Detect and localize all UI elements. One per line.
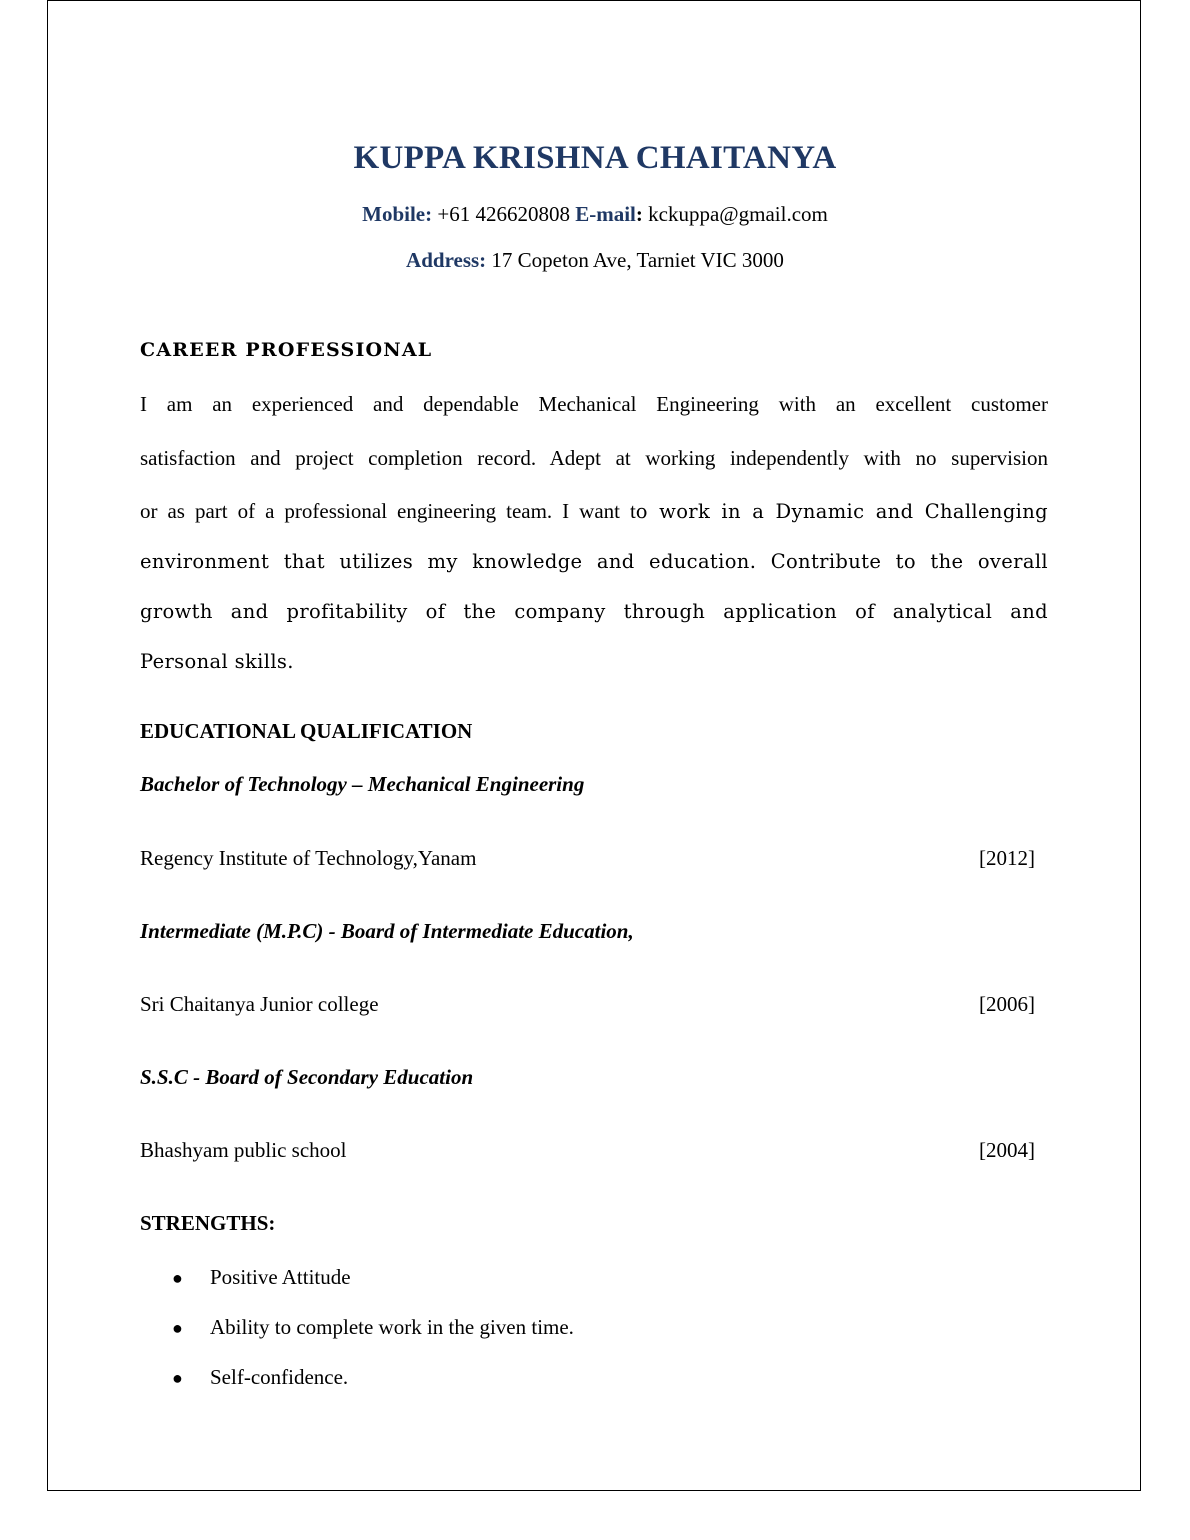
strength-item [172, 1265, 351, 1290]
institution-name: Sri Chaitanya Junior college [140, 992, 379, 1016]
bullet-icon: ● [172, 1318, 183, 1338]
career-paragraph-line [140, 389, 1048, 419]
address-line [0, 248, 1190, 273]
mobile-value: +61 426620808 [432, 202, 576, 226]
education-heading: EDUCATIONAL QUALIFICATION [140, 719, 473, 743]
email-label: E-mail [575, 202, 636, 226]
career-paragraph-line [140, 546, 1048, 576]
career-text: environment that utilizes my knowledge and education. Contribute to the overall [140, 550, 1048, 573]
career-text: or as part of a professional engineering team. I want t [140, 499, 636, 523]
career-text: I am an experienced and dependable Mechanical Engineering with an excellent customer [140, 392, 1048, 416]
bullet-icon: ● [172, 1268, 183, 1288]
address-label: Address: [406, 248, 487, 272]
strengths-heading: STRENGTHS: [140, 1211, 276, 1235]
graduation-year: [2006] [979, 992, 1035, 1016]
career-text: satisfaction and project completion record. Adept at working independently with no supervision [140, 446, 1048, 470]
strength-text: Ability to complete work in the given time. [210, 1315, 574, 1339]
career-text: o work in a Dynamic and Challenging [635, 500, 1048, 523]
email-value[interactable]: kckuppa@gmail.com [642, 202, 828, 226]
career-paragraph-line [140, 646, 1048, 676]
strength-item [172, 1365, 348, 1390]
strength-item [172, 1315, 574, 1340]
career-heading: CAREER PROFESSIONAL [140, 339, 433, 361]
degree-title: Intermediate (M.P.C) - Board of Intermediate Education, [140, 919, 634, 943]
degree-title: S.S.C - Board of Secondary Education [140, 1065, 474, 1089]
candidate-name: KUPPA KRISHNA CHAITANYA [353, 140, 837, 176]
graduation-year: [2012] [979, 846, 1035, 870]
institution-name: Bhashyam public school [140, 1138, 347, 1162]
strength-text: Self-confidence. [210, 1365, 349, 1389]
degree-title: Bachelor of Technology – Mechanical Engineering [140, 772, 585, 796]
bullet-icon: ● [172, 1368, 183, 1388]
email-colon: : [635, 202, 643, 226]
strength-text: Positive Attitude [210, 1265, 351, 1289]
career-paragraph-line [140, 443, 1048, 473]
institution-name: Regency Institute of Technology,Yanam [140, 846, 477, 870]
contact-line [0, 202, 1190, 227]
graduation-year: [2004] [979, 1138, 1035, 1162]
career-text: Personal skills. [140, 650, 294, 673]
mobile-label: Mobile: [362, 202, 433, 226]
career-paragraph-line [140, 596, 1048, 626]
address-value: 17 Copeton Ave, Tarniet VIC 3000 [486, 248, 784, 272]
career-paragraph-line [140, 496, 1048, 526]
career-text: growth and profitability of the company through application of analytical and [140, 600, 1048, 623]
